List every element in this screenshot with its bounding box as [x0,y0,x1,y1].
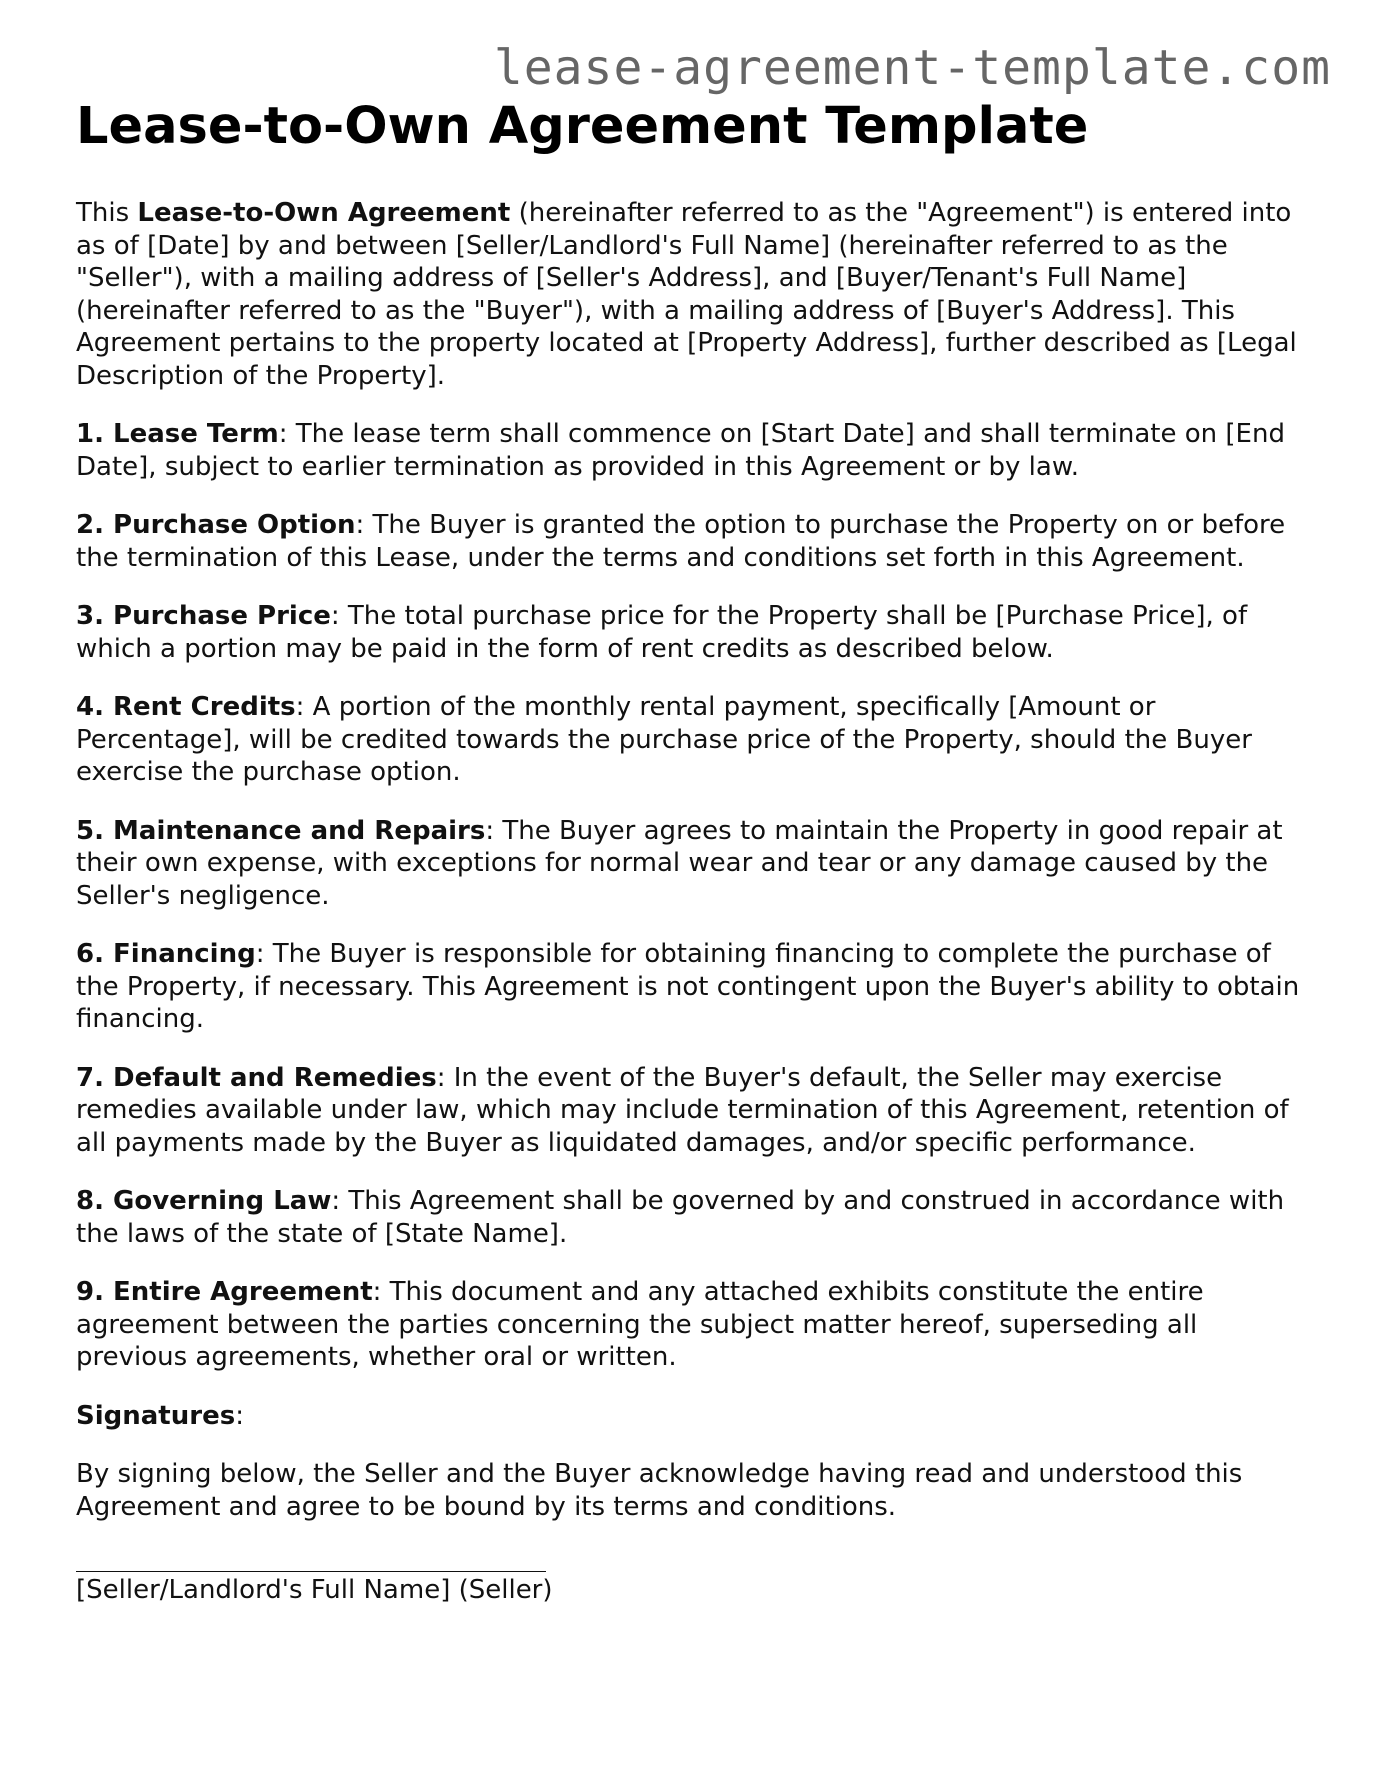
signatures-heading [76,1400,1306,1433]
watermark: lease-agreement-template.com [493,40,1331,96]
section-text: : A portion of the monthly rental payment, specifically [Amount or Percentage], will be credited towards the purchase price of the Property, should the Buyer exercise the purchase option. [76,692,1252,788]
intro-bold: Lease-to-Own Agreement [137,198,511,229]
intro-paragraph [76,197,1306,392]
page-title: Lease-to-Own Agreement Template [76,97,1089,156]
section-heading: 5. Maintenance and Repairs [76,815,486,846]
section-text: : The total purchase price for the Property shall be [Purchase Price], of which a portion may be paid in the form of rent credits as described below. [76,601,1248,664]
signatures-heading-suffix: : [235,1400,244,1431]
section-purchase-option [76,509,1306,574]
document [76,96,1306,1607]
section-text: : The Buyer agrees to maintain the Property in good repair at their own expense, with exceptions for normal wear and tear or any damage caused by the Seller's negligence. [76,815,1283,911]
intro-lead: This [76,198,138,229]
section-rent-credits [76,691,1306,789]
section-text: : The Buyer is granted the option to purchase the Property on or before the termination of this Lease, under the terms and conditions set forth in this Agreement. [76,510,1286,573]
signatures-statement: By signing below, the Seller and the Buyer acknowledge having read and understood this Agreement and agree to be bound by its terms and conditions. [76,1459,1243,1522]
section-heading: 6. Financing [76,939,256,970]
section-heading: 4. Rent Credits [76,692,296,723]
section-heading: 8. Governing Law [76,1186,332,1217]
section-text: : The Buyer is responsible for obtaining financing to complete the purchase of the Property, if necessary. This Agreement is not contingent upon the Buyer's ability to obtain financing. [76,939,1300,1035]
section-text: : In the event of the Buyer's default, the Seller may exercise remedies available under law, which may include termination of this Agreement, retention of all payments made by the Buyer as liquidated damages, and/or specific performance. [76,1062,1289,1158]
section-heading: 7. Default and Remedies [76,1062,437,1093]
section-heading: 1. Lease Term [76,419,279,450]
section-entire-agreement [76,1276,1306,1374]
section-heading: 3. Purchase Price [76,601,331,632]
section-text: : The lease term shall commence on [Start Date] and shall terminate on [End Date], subject to earlier termination as provided in this Agreement or by law. [76,419,1285,482]
intro-rest: (hereinafter referred to as the "Agreement") is entered into as of [Date] by and between [Seller/Landlord's Full Name] (hereinafter referred to as the "Seller"), with a mailing address of [Seller's Address], and [Buyer/Tenant's Full Name] (hereinafter referred to as the "Buyer"), with a mailing address of [Buyer's Address]. This Agreement pertains to the property located at [Property Address], further described as [Legal Description of the Property]. [76,198,1297,391]
section-purchase-price [76,600,1306,665]
section-maintenance [76,815,1306,913]
section-default-remedies [76,1062,1306,1160]
signatures-heading-label: Signatures [76,1400,236,1431]
section-lease-term [76,418,1306,483]
section-text: : This Agreement shall be governed by and construed in accordance with the laws of the state of [State Name]. [76,1186,1285,1249]
section-governing-law [76,1185,1306,1250]
section-heading: 9. Entire Agreement [76,1277,373,1308]
section-financing [76,938,1306,1036]
section-heading: 2. Purchase Option [76,510,356,541]
seller-signature-line [76,1571,546,1572]
section-text: : This document and any attached exhibits constitute the entire agreement between the parties concerning the subject matter hereof, superseding all previous agreements, whether oral or written. [76,1277,1204,1373]
seller-signature-caption: [Seller/Landlord's Full Name] (Seller) [76,1575,553,1606]
